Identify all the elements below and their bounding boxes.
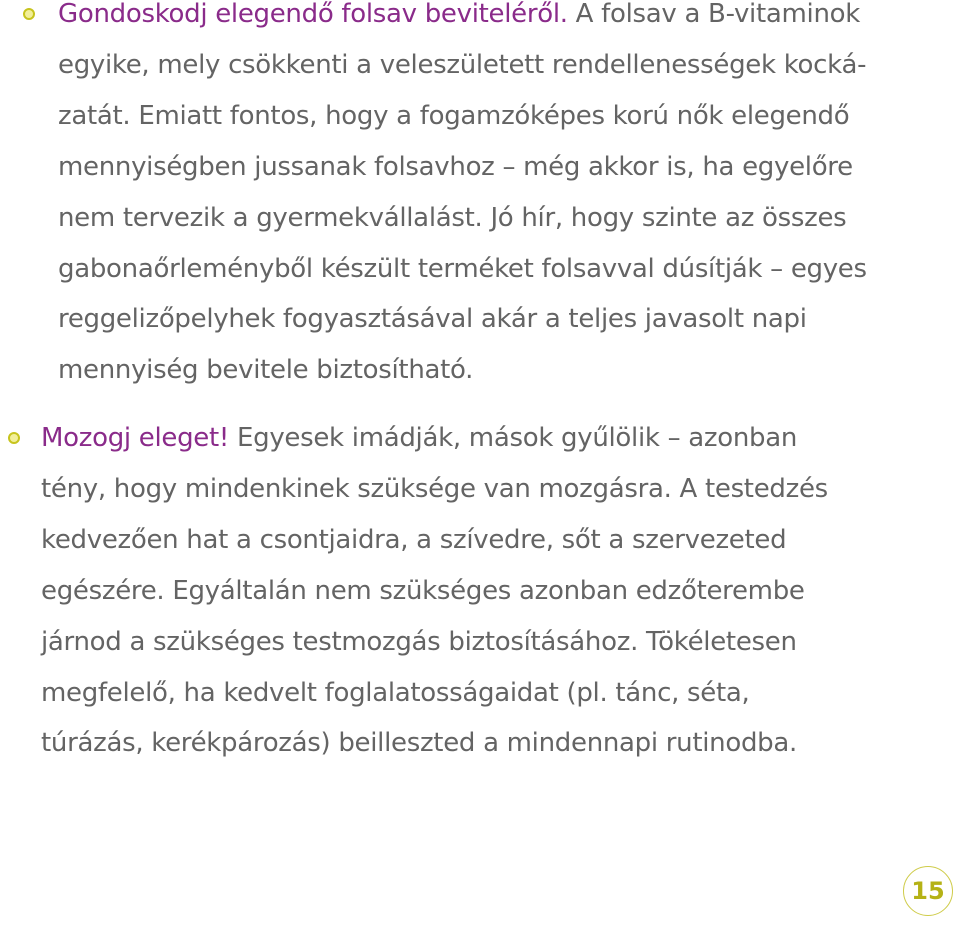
paragraph-line: mennyiségben jussanak folsavhoz – még akkor is, ha egyelőre bbox=[58, 151, 853, 182]
paragraph-line: mennyiség bevitele biztosítható. bbox=[58, 355, 474, 386]
paragraph-mozgas bbox=[41, 413, 828, 769]
paragraph-line: Gondoskodj elegendő folsav beviteléről. A folsav a B-vitaminok bbox=[58, 0, 860, 29]
paragraph-line: reggelizőpelyhek fogyasztásával akár a teljes javasolt napi bbox=[58, 304, 807, 335]
paragraph-line: kedvezően hat a csontjaidra, a szívedre, sőt a szervezeted bbox=[41, 524, 787, 555]
paragraph-line: járnod a szükséges testmozgás biztosításához. Tökéletesen bbox=[41, 626, 797, 657]
paragraph-line: túrázás, kerékpározás) beilleszted a mindennapi rutinodba. bbox=[41, 728, 797, 759]
page-number: 15 bbox=[903, 866, 953, 916]
bullet-icon bbox=[23, 8, 35, 20]
paragraph-lead: Mozogj eleget! bbox=[41, 423, 230, 453]
paragraph-line: egészére. Egyáltalán nem szükséges azonban edzőterembe bbox=[41, 575, 805, 606]
bullet-icon bbox=[8, 432, 20, 444]
paragraph-line: nem tervezik a gyermekvállalást. Jó hír, hogy szinte az összes bbox=[58, 202, 847, 233]
paragraph-line: egyike, mely csökkenti a veleszületett rendellenességek kocká- bbox=[58, 49, 867, 80]
paragraph-line: zatát. Emiatt fontos, hogy a fogamzóképes korú nők elegendő bbox=[58, 100, 850, 131]
paragraph-line: tény, hogy mindenkinek szüksége van mozgásra. A testedzés bbox=[41, 473, 828, 504]
paragraph-lead: Gondoskodj elegendő folsav beviteléről. bbox=[58, 0, 568, 29]
paragraph-line: megfelelő, ha kedvelt foglalatosságaidat (pl. tánc, séta, bbox=[41, 677, 750, 708]
paragraph-line: gabonaőrleményből készült terméket folsavval dúsítják – egyes bbox=[58, 253, 867, 284]
paragraph-line: Mozogj eleget! Egyesek imádják, mások gyűlölik – azonban bbox=[41, 423, 798, 453]
paragraph-folsav bbox=[58, 0, 867, 396]
